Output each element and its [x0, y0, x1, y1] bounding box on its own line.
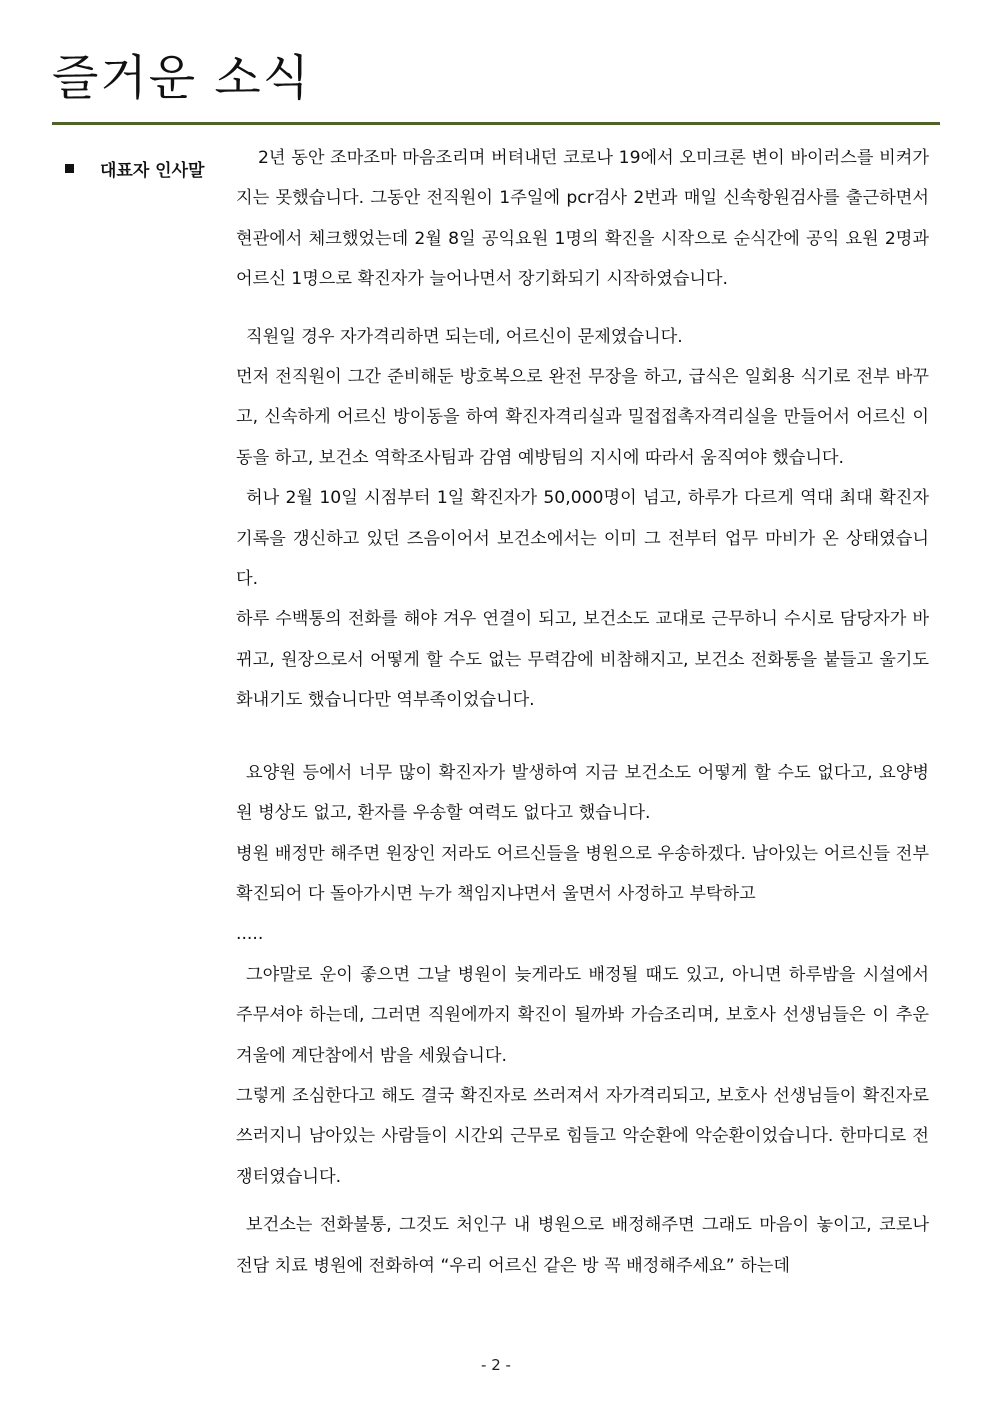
paragraph: 그렇게 조심한다고 해도 결국 확진자로 쓰러져서 자가격리되고, 보호사 선생님들이 확진자로 쓰러지니 남아있는 사람들이 시간외 근무로 힘들고 악순환에 악순환이었습니다. 한마디로 전쟁터였습니다.	[236, 1085, 929, 1187]
paragraph: 하루 수백통의 전화를 해야 겨우 연결이 되고, 보건소도 교대로 근무하니 수시로 담당자가 바뀌고, 원장으로서 어떻게 할 수도 없는 무력감에 비참해지고, 보건소 전화통을 붙들고 울기도 화내기도 했습니다만 역부족이었습니다.	[236, 609, 929, 711]
paragraph: 병원 배정만 해주면 원장인 저라도 어르신들을 병원으로 우송하겠다. 남아있는 어르신들 전부 확진되어 다 돌아가시면 누가 책임지냐면서 울면서 사정하고 부탁하고	[236, 843, 929, 904]
square-bullet-icon	[65, 164, 74, 173]
paragraph: 허나 2월 10일 시점부터 1일 확진자가 50,000명이 넘고, 하루가 다르게 역대 최대 확진자 기록을 갱신하고 있던 즈음이어서 보건소에서는 이미 그 전부터 업무 마비가 온 상태였습니다.	[236, 488, 929, 590]
paragraph: 2년 동안 조마조마 마음조리며 버텨내던 코로나 19에서 오미크론 변이 바이러스를 비켜가지는 못했습니다. 그동안 전직원이 1주일에 pcr검사 2번과 매일 신속항원검사를 출근하면서 현관에서 체크했었는데 2월 8일 공익요원 1명의 확진을 시작으로 순식간에 공익 요원 2명과 어르신 1명으로 확진자가 늘어나면서 장기화되기 시작하였습니다.	[236, 148, 929, 290]
paragraph: 직원일 경우 자가격리하면 되는데, 어르신이 문제였습니다.	[246, 326, 683, 347]
paragraph: 보건소는 전화불통, 그것도 처인구 내 병원으로 배정해주면 그래도 마음이 놓이고, 코로나 전담 치료 병원에 전화하여 “우리 어르신 같은 방 꼭 배정해주세요” 하는데	[236, 1215, 929, 1276]
title-divider	[52, 122, 940, 125]
section-heading	[65, 156, 204, 181]
greeting-body	[236, 138, 929, 1286]
paragraph: 요양원 등에서 너무 많이 확진자가 발생하여 지금 보건소도 어떻게 할 수도 없다고, 요양병원 병상도 없고, 환자를 우송할 여력도 없다고 했습니다.	[236, 762, 929, 824]
page-title: 즐거운 소식	[52, 50, 312, 106]
section-label: 대표자 인사말	[100, 161, 205, 181]
page-number: - 2 -	[481, 1356, 511, 1374]
paragraph: 그야말로 운이 좋으면 그날 병원이 늦게라도 배정될 때도 있고, 아니면 하루밤을 시설에서 주무셔야 하는데, 그러면 직원에까지 확진이 될까봐 가슴조리며, 보호사 선생님들은 이 추운 겨울에 계단참에서 밤을 세웠습니다.	[236, 964, 929, 1066]
paragraph: 먼저 전직원이 그간 준비해둔 방호복으로 완전 무장을 하고, 급식은 일회용 식기로 전부 바꾸고, 신속하게 어르신 방이동을 하여 확진자격리실과 밀접접촉자격리실을 만들어서 어르신 이동을 하고, 보건소 역학조사팀과 감염 예방팀의 지시에 따라서 움직여야 했습니다.	[236, 367, 929, 468]
paragraph: .....	[236, 924, 264, 945]
